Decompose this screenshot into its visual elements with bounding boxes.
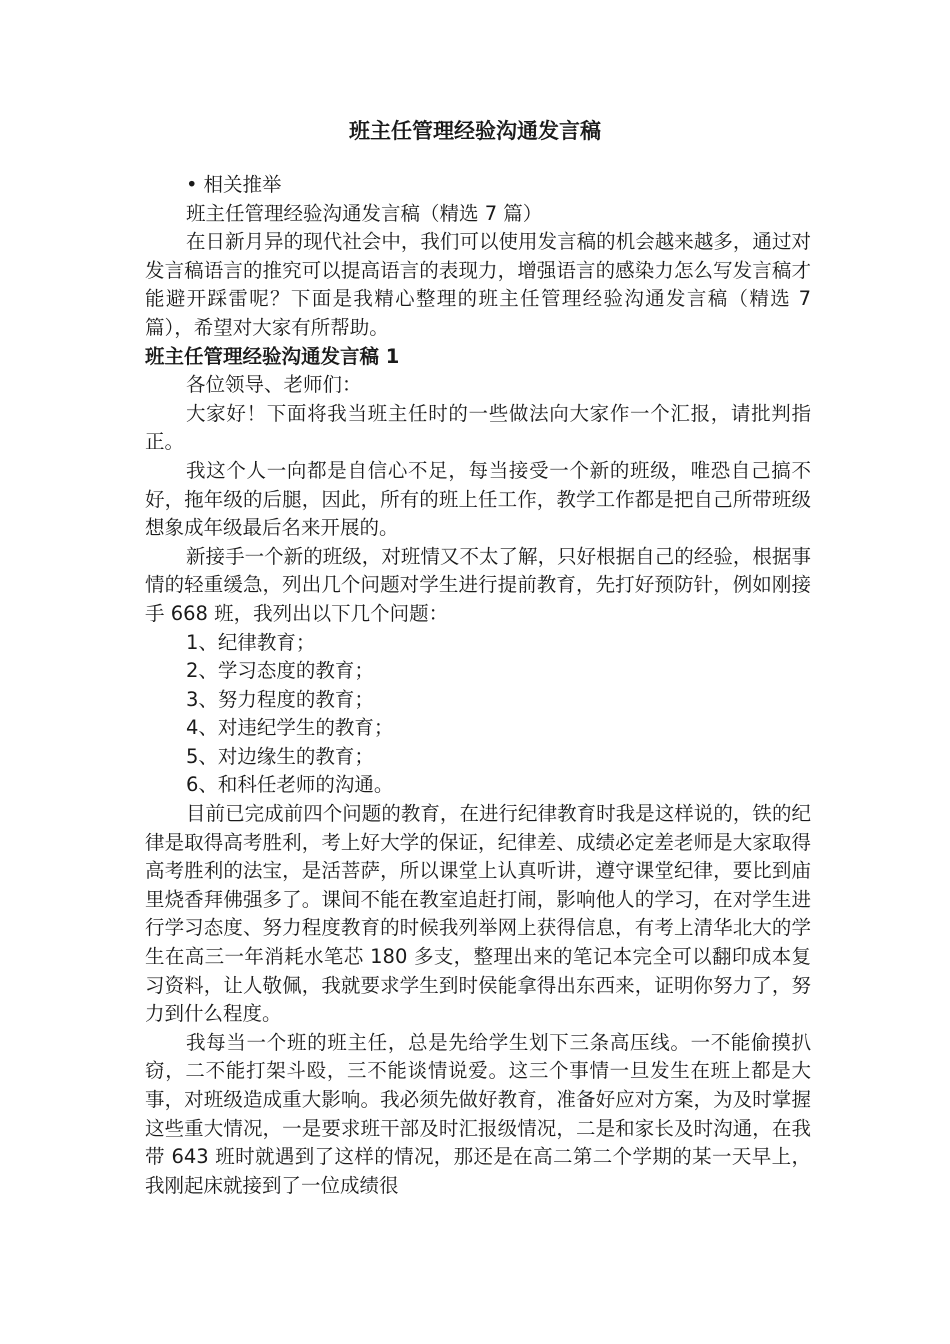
list-item: 3、努力程度的教育； <box>186 687 374 711</box>
section-heading: 班主任管理经验沟通发言稿 1 <box>145 344 400 368</box>
paragraph-5: 我每当一个班的班主任，总是先给学生划下三条高压线。一不能偷摸扒窃，二不能打架斗殴，三不能谈情说爱。这三个事情一旦发生在班上都是大事，对班级造成重大影响。我必须先做好教育，准备好应对方案，为及时掌握这些重大情况，一是要求班干部及时汇报级情况，二是和家长及时沟通，在我带 643 班时就遇到了这样的情况，那还是在高二第二个学期的某一天早上，我刚起床就接到了一位成绩很 <box>145 1030 811 1197</box>
list-item: 5、对边缘生的教育； <box>186 744 374 768</box>
intro-paragraph: 在日新月异的现代社会中，我们可以使用发言稿的机会越来越多，通过对发言稿语言的推究可以提高语言的表现力，增强语言的感染力怎么写发言稿才能避开踩雷呢？下面是我精心整理的班主任管理经验沟通发言稿（精选 7 篇），希望对大家有所帮助。 <box>145 230 811 339</box>
list-item: 1、纪律教育； <box>186 630 316 654</box>
paragraph-4: 目前已完成前四个问题的教育，在进行纪律教育时我是这样说的，铁的纪律是取得高考胜利，考上好大学的保证，纪律差、成绩必定差老师是大家取得高考胜利的法宝，是活菩萨，所以课堂上认真听讲，遵守课堂纪律，要比到庙里烧香拜佛强多了。课间不能在教室追赶打闹，影响他人的学习，在对学生进行学习态度、努力程度教育的时候我列举网上获得信息，有考上清华北大的学生在高三一年消耗水笔芯 180 多支，整理出来的笔记本完全可以翻印成本复习资料，让人敬佩，我就要求学生到时侯能拿得出东西来，证明你努力了，努力到什么程度。 <box>145 802 811 1026</box>
list-item: 6、和科任老师的沟通。 <box>186 773 394 797</box>
related-label: 相关推举 <box>203 173 282 196</box>
related-recommendation <box>145 171 811 200</box>
list-item: 2、学习态度的教育； <box>186 659 374 683</box>
paragraph-1: 大家好！下面将我当班主任时的一些做法向大家作一个汇报，请批判指正。 <box>145 401 811 454</box>
document-body <box>145 171 811 1200</box>
greeting: 各位领导、老师们： <box>186 373 362 397</box>
paragraph-2: 我这个人一向都是自信心不足，每当接受一个新的班级，唯恐自己搞不好，拖年级的后腿，因此，所有的班上任工作，教学工作都是把自己所带班级想象成年级最后名来开展的。 <box>145 458 811 540</box>
bullet-icon: • <box>186 173 198 196</box>
list-item: 4、对违纪学生的教育； <box>186 716 394 740</box>
page-title: 班主任管理经验沟通发言稿 <box>349 119 601 143</box>
paragraph-3: 新接手一个新的班级，对班情又不太了解，只好根据自己的经验，根据事情的轻重缓急，列出几个问题对学生进行提前教育，先打好预防针，例如刚接手 668 班，我列出以下几个问题： <box>145 544 811 625</box>
subtitle: 班主任管理经验沟通发言稿（精选 7 篇） <box>186 201 543 225</box>
